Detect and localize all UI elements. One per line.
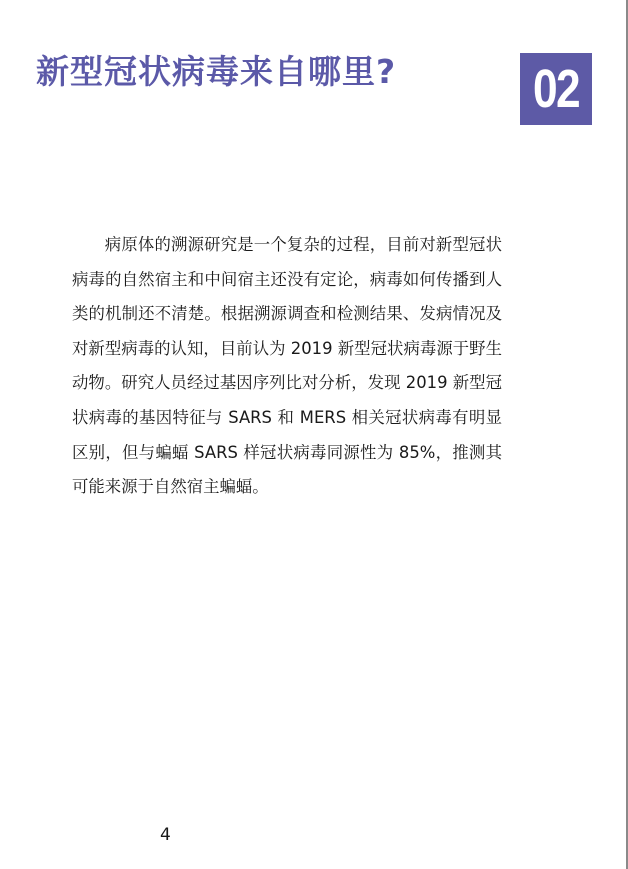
page-title: 新型冠状病毒来自哪里?	[36, 52, 397, 91]
chapter-badge	[520, 53, 592, 125]
body-paragraph: 病原体的溯源研究是一个复杂的过程，目前对新型冠状病毒的自然宿主和中间宿主还没有定论，病毒如何传播到人类的机制还不清楚。根据溯源调查和检测结果、发病情况及对新型病毒的认知，目前认为 2019 新型冠状病毒源于野生动物。研究人员经过基因序列比对分析，发现 2019 新型冠状病毒的基因特征与 SARS 和 MERS 相关冠状病毒有明显区别，但与蝙蝠 SARS 样冠状病毒同源性为 85%，推测其可能来源于自然宿主蝙蝠。	[72, 235, 502, 497]
page-number: 4	[160, 825, 171, 845]
chapter-number: 02	[533, 59, 579, 119]
